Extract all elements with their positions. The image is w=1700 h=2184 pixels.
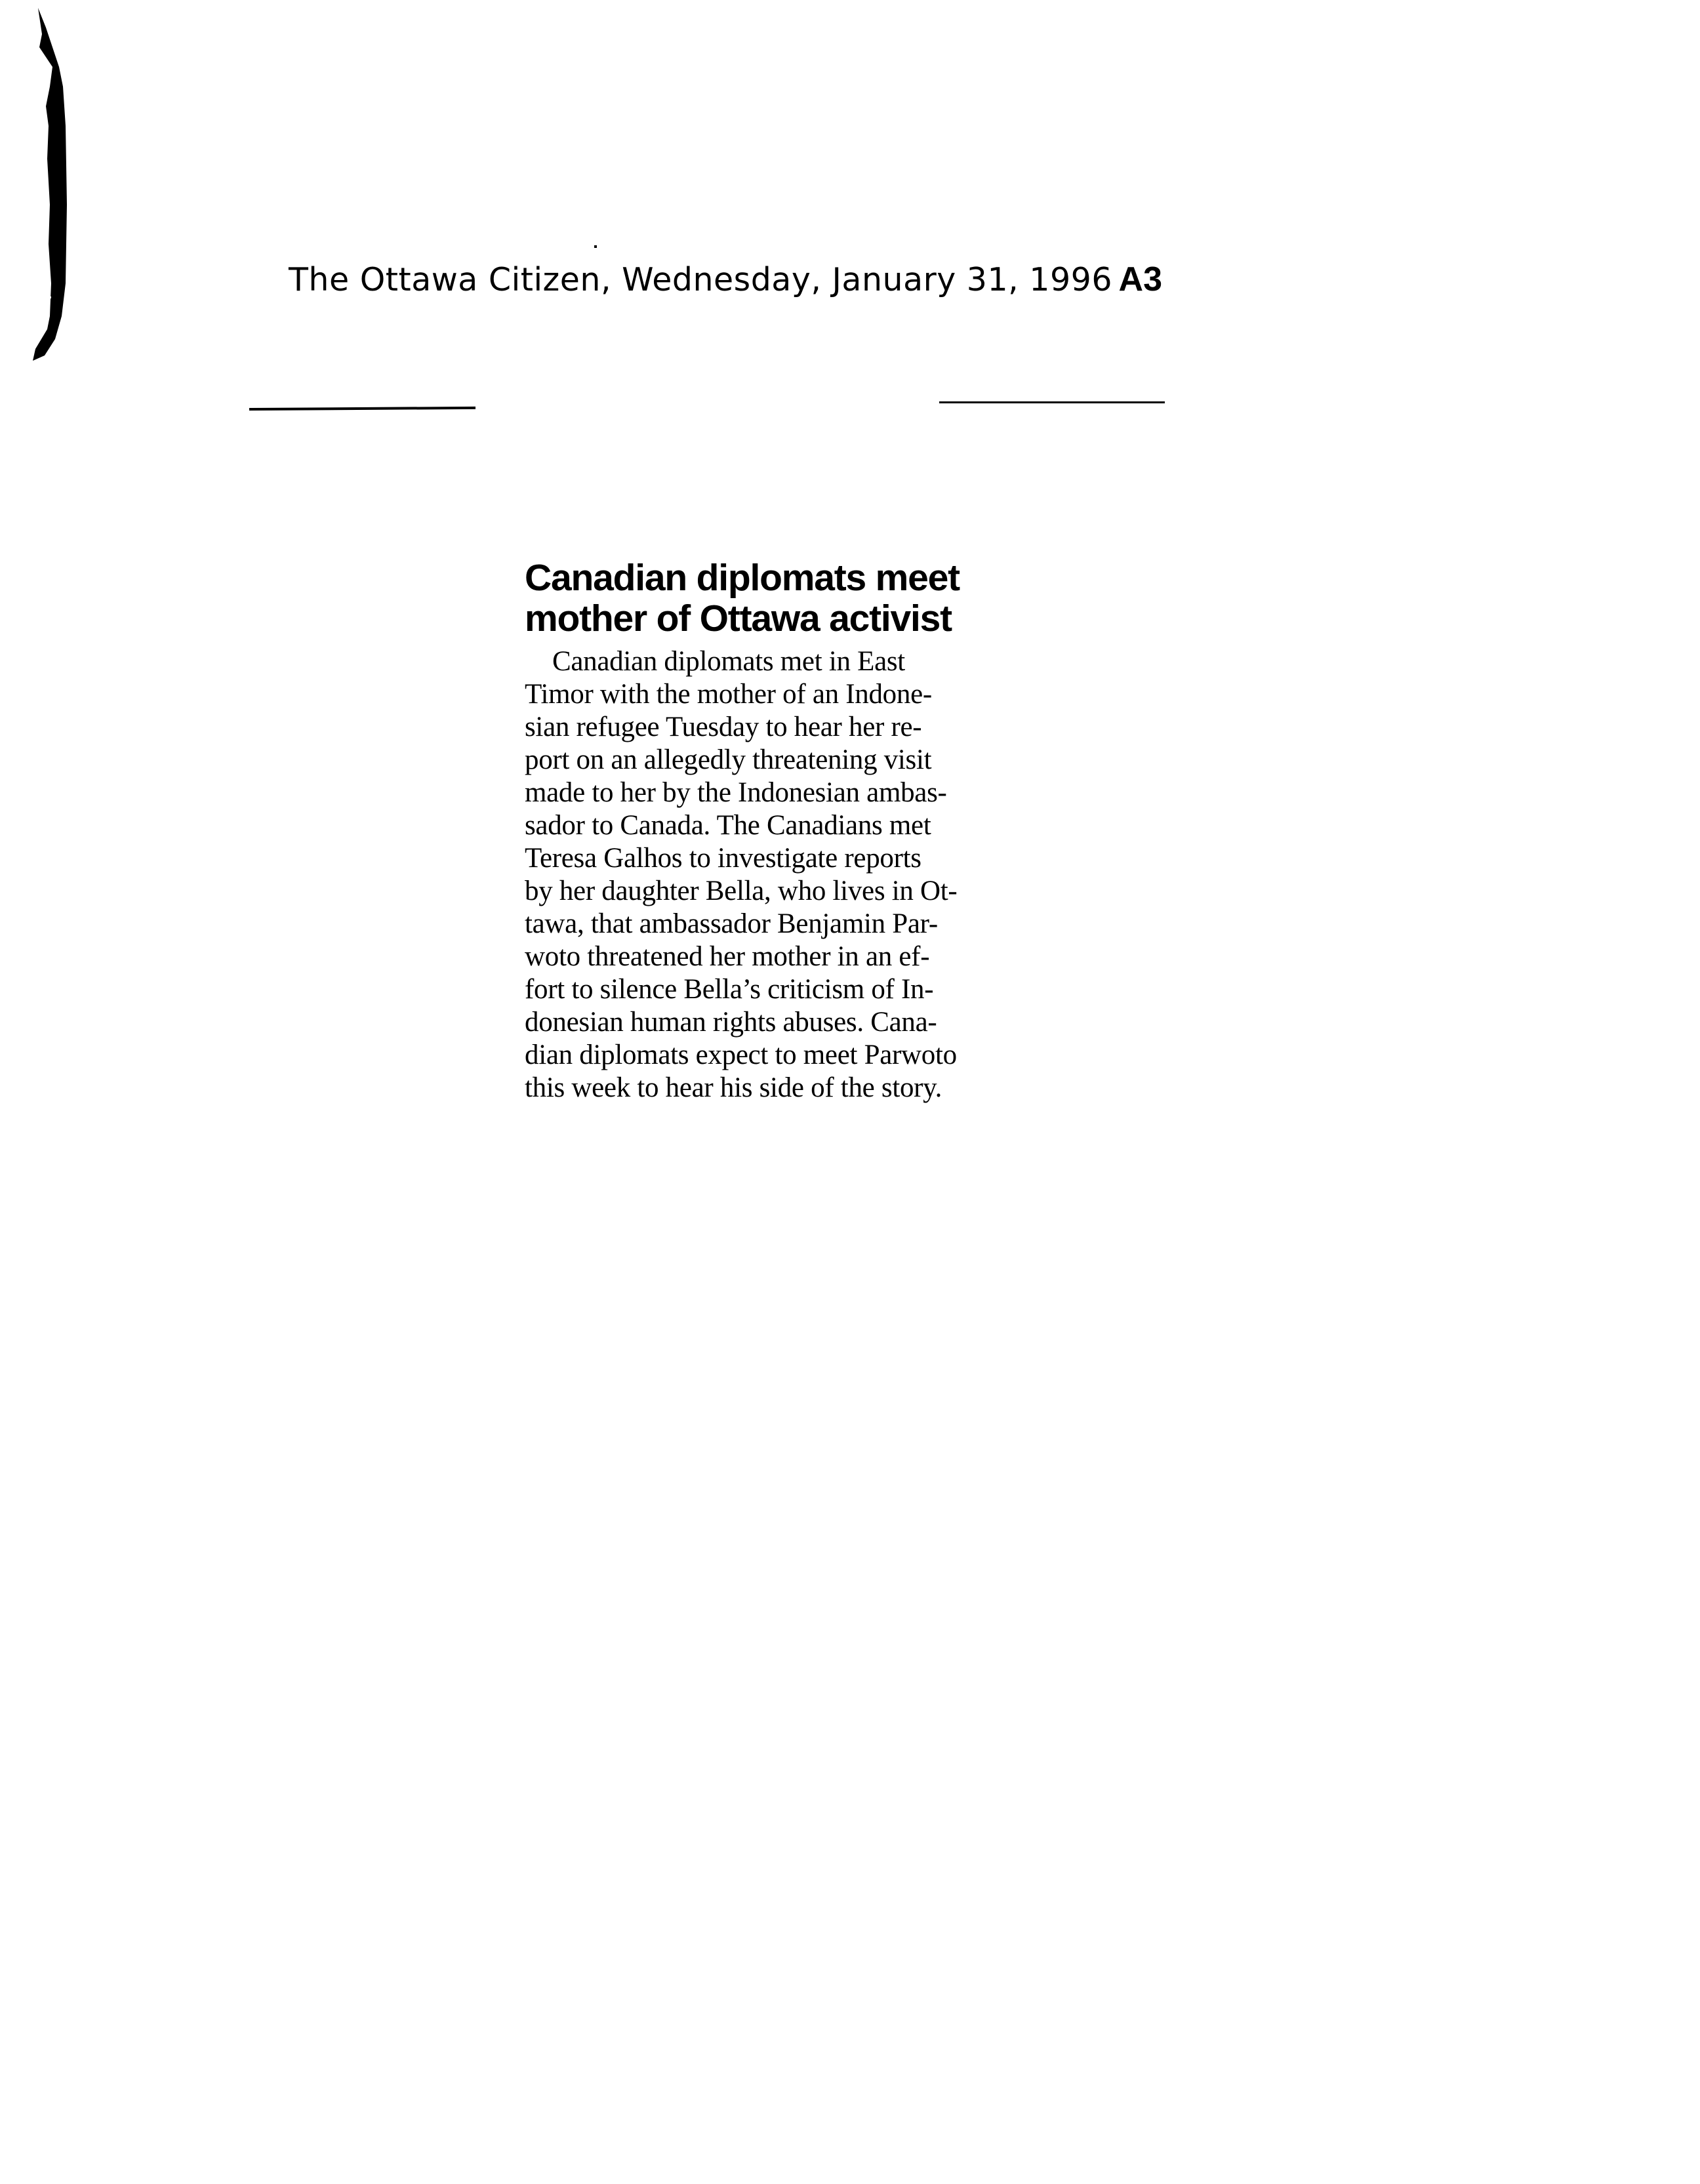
headline	[525, 557, 1043, 639]
page-number: A3	[1118, 260, 1162, 298]
body-line: this week to hear his side of the story.	[525, 1072, 942, 1103]
divider-left	[249, 407, 476, 411]
body-line: Canadian diplomats met in East	[552, 646, 905, 677]
article-body	[525, 645, 1043, 1104]
body-line: tawa, that ambassador Benjamin Par-	[525, 908, 938, 939]
speck	[594, 245, 597, 248]
body-line: by her daughter Bella, who lives in Ot-	[525, 876, 958, 906]
body-line: sador to Canada. The Canadians met	[525, 810, 931, 841]
publication-line: The Ottawa Citizen, Wednesday, January 31, 1996	[289, 261, 1113, 298]
body-line: Teresa Galhos to investigate reports	[525, 843, 921, 874]
body-line: sian refugee Tuesday to hear her re-	[525, 712, 922, 742]
masthead	[289, 261, 1174, 313]
headline-line: mother of Ottawa activist	[525, 597, 952, 639]
body-line: woto threatened her mother in an ef-	[525, 941, 930, 972]
body-line: Timor with the mother of an Indone-	[525, 679, 932, 710]
headline-line: Canadian diplomats meet	[525, 557, 960, 599]
body-line: made to her by the Indonesian ambas-	[525, 777, 947, 808]
scan-edge-mark	[33, 8, 79, 362]
body-line: port on an allegedly threatening visit	[525, 744, 932, 775]
body-line: donesian human rights abuses. Cana-	[525, 1007, 937, 1038]
body-line: fort to silence Bella’s criticism of In-	[525, 974, 934, 1005]
body-line: dian diplomats expect to meet Parwoto	[525, 1040, 957, 1070]
divider-right	[939, 401, 1165, 403]
article	[525, 557, 1043, 1104]
